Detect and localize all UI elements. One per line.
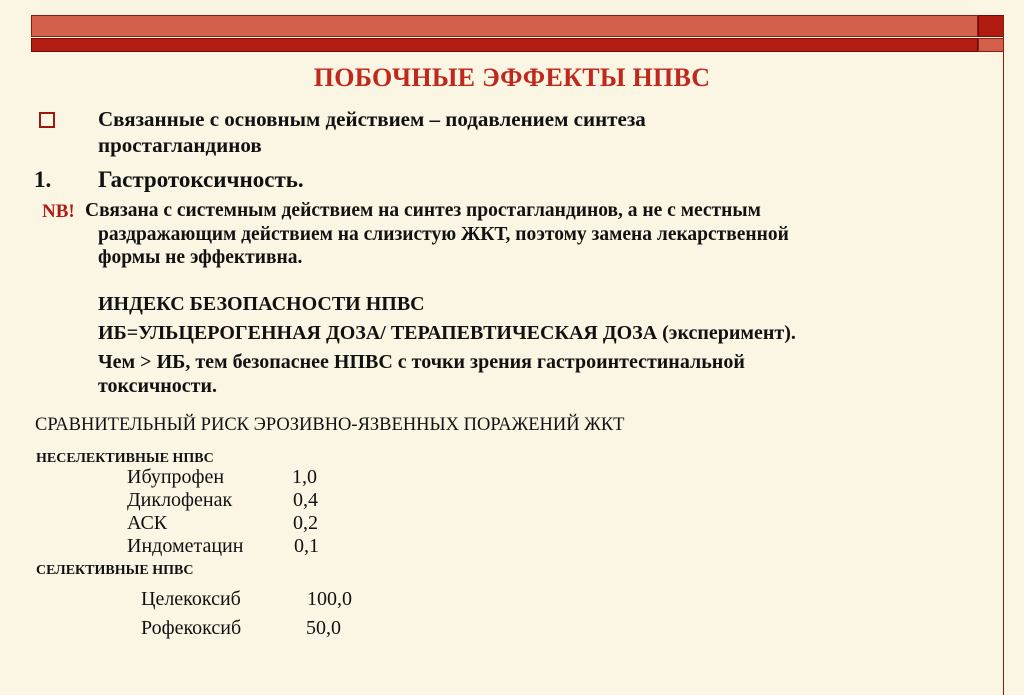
- header-bar-top: [31, 15, 978, 37]
- nonselective-name-0: Ибупрофен: [127, 466, 225, 488]
- bullet-text-line2: простагландинов: [98, 133, 262, 157]
- nonselective-name-1: Диклофенак: [127, 489, 233, 511]
- header-bar-bottom: [31, 38, 978, 52]
- nonselective-value-3: 0,1: [294, 535, 319, 557]
- risk-heading: СРАВНИТЕЛЬНЫЙ РИСК ЭРОЗИВНО-ЯЗВЕННЫХ ПОРАЖЕНИЙ ЖКТ: [35, 415, 625, 435]
- nonselective-value-0: 1,0: [292, 466, 317, 488]
- selective-name-1: Рофекоксиб: [141, 617, 242, 639]
- nonselective-value-1: 0,4: [293, 489, 318, 511]
- nb-text-line2: раздражающим действием на слизистую ЖКТ, поэтому замена лекарственной: [98, 224, 789, 245]
- header-bar-bottom-square: [978, 38, 1004, 52]
- nb-text-line1: Связана с системным действием на синтез простагландинов, а не с местным: [85, 200, 761, 221]
- index-formula: ИБ=УЛЬЦЕРОГЕННАЯ ДОЗА/ ТЕРАПЕВТИЧЕСКАЯ ДОЗА (эксперимент).: [98, 322, 796, 344]
- selective-name-0: Целекоксиб: [141, 588, 241, 610]
- item-number: 1.: [34, 167, 52, 192]
- nonselective-label: НЕСЕЛЕКТИВНЫЕ НПВС: [36, 451, 214, 466]
- selective-value-0: 100,0: [307, 588, 352, 610]
- index-note-line1: Чем > ИБ, тем безопаснее НПВС с точки зрения гастроинтестинальной: [98, 351, 745, 373]
- nb-label: NB!: [42, 201, 75, 222]
- index-note-line2: токсичности.: [98, 375, 218, 397]
- item-text: Гастротоксичность.: [98, 167, 304, 192]
- header-bar-top-square: [978, 15, 1004, 37]
- nonselective-name-2: АСК: [127, 512, 168, 534]
- right-border-line: [1003, 15, 1004, 695]
- slide-title: ПОБОЧНЫЕ ЭФФЕКТЫ НПВС: [313, 63, 711, 92]
- selective-label: СЕЛЕКТИВНЫЕ НПВС: [36, 563, 194, 578]
- nonselective-name-3: Индометацин: [127, 535, 244, 557]
- nonselective-value-2: 0,2: [293, 512, 318, 534]
- bullet-text-line1: Связанные с основным действием – подавлением синтеза: [98, 107, 646, 131]
- nb-text-line3: формы не эффективна.: [98, 247, 303, 268]
- index-heading: ИНДЕКС БЕЗОПАСНОСТИ НПВС: [98, 293, 425, 315]
- selective-value-1: 50,0: [306, 617, 341, 639]
- square-bullet-icon: [39, 112, 55, 128]
